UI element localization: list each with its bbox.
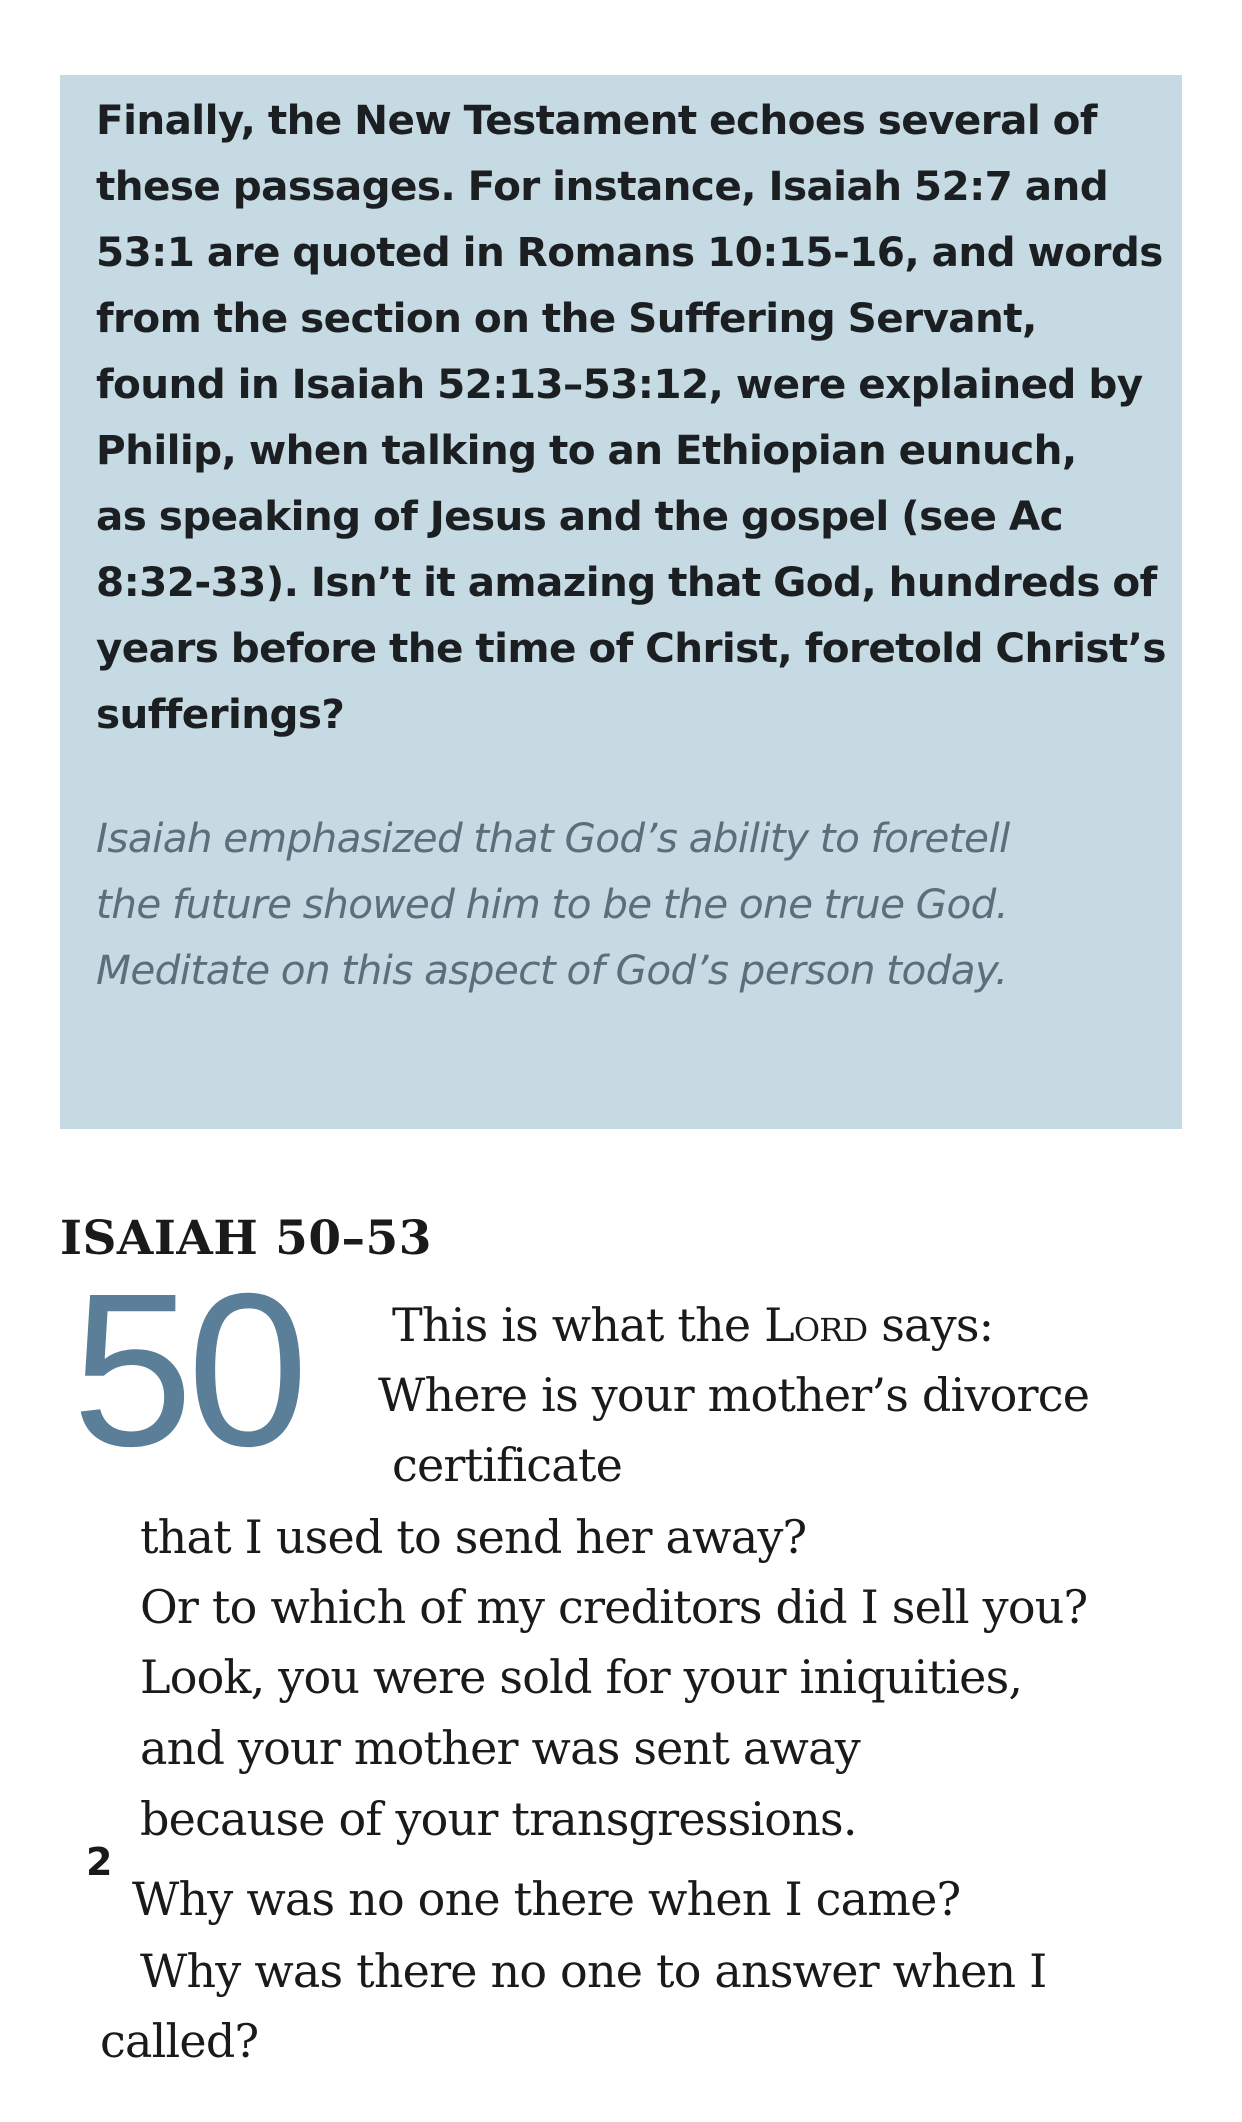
verse-line: certificate bbox=[392, 1438, 623, 1492]
callout-body-line: Philip, when talking to an Ethiopian eunuch, bbox=[96, 426, 1077, 474]
meditation-line: the future showed him to be the one true God. bbox=[96, 880, 1009, 928]
callout-body-line: Finally, the New Testament echoes several of bbox=[96, 96, 1097, 144]
verse-line bbox=[392, 1290, 993, 1360]
callout-body-text bbox=[96, 87, 1166, 747]
verse-line: called? bbox=[100, 2014, 259, 2068]
callout-body-line: these passages. For instance, Isaiah 52:7 and bbox=[96, 162, 1109, 210]
verse-line: and your mother was sent away bbox=[140, 1721, 860, 1775]
verse-line: Why was there no one to answer when I bbox=[140, 1944, 1047, 1998]
callout-body-line: 53:1 are quoted in Romans 10:15-16, and words bbox=[96, 228, 1163, 276]
callout-body-line: sufferings? bbox=[96, 690, 345, 738]
lord-small-caps: Lord bbox=[764, 1298, 868, 1352]
verse-text: This is what the bbox=[392, 1298, 765, 1352]
verse-number: 2 bbox=[86, 1840, 113, 1884]
chapter-number: 50 bbox=[72, 1249, 303, 1492]
callout-body-line: from the section on the Suffering Servant, bbox=[96, 294, 1037, 342]
reading-heading: ISAIAH 50–53 bbox=[60, 1211, 432, 1266]
callout-body-line: found in Isaiah 52:13–53:12, were explained by bbox=[96, 360, 1143, 408]
verse-line: Where is your mother’s divorce bbox=[378, 1368, 1090, 1422]
callout-body-line: 8:32-33). Isn’t it amazing that God, hundreds of bbox=[96, 558, 1157, 606]
meditation-line: Meditate on this aspect of God’s person today. bbox=[96, 946, 1008, 994]
verse-line: Look, you were sold for your iniquities, bbox=[140, 1650, 1023, 1704]
meditation-line: Isaiah emphasized that God’s ability to foretell bbox=[96, 814, 1010, 862]
verse-line: that I used to send her away? bbox=[140, 1510, 807, 1564]
verse-line: Why was no one there when I came? bbox=[132, 1872, 961, 1926]
meditation-prompt bbox=[96, 805, 1146, 1003]
reflection-callout bbox=[60, 75, 1182, 1129]
callout-body-line: years before the time of Christ, foretold Christ’s bbox=[96, 624, 1166, 672]
callout-body-line: as speaking of Jesus and the gospel (see Ac bbox=[96, 492, 1063, 540]
verse-line: Or to which of my creditors did I sell you? bbox=[140, 1580, 1088, 1634]
verse-line: because of your transgressions. bbox=[140, 1792, 857, 1846]
verse-text: says: bbox=[867, 1298, 994, 1352]
